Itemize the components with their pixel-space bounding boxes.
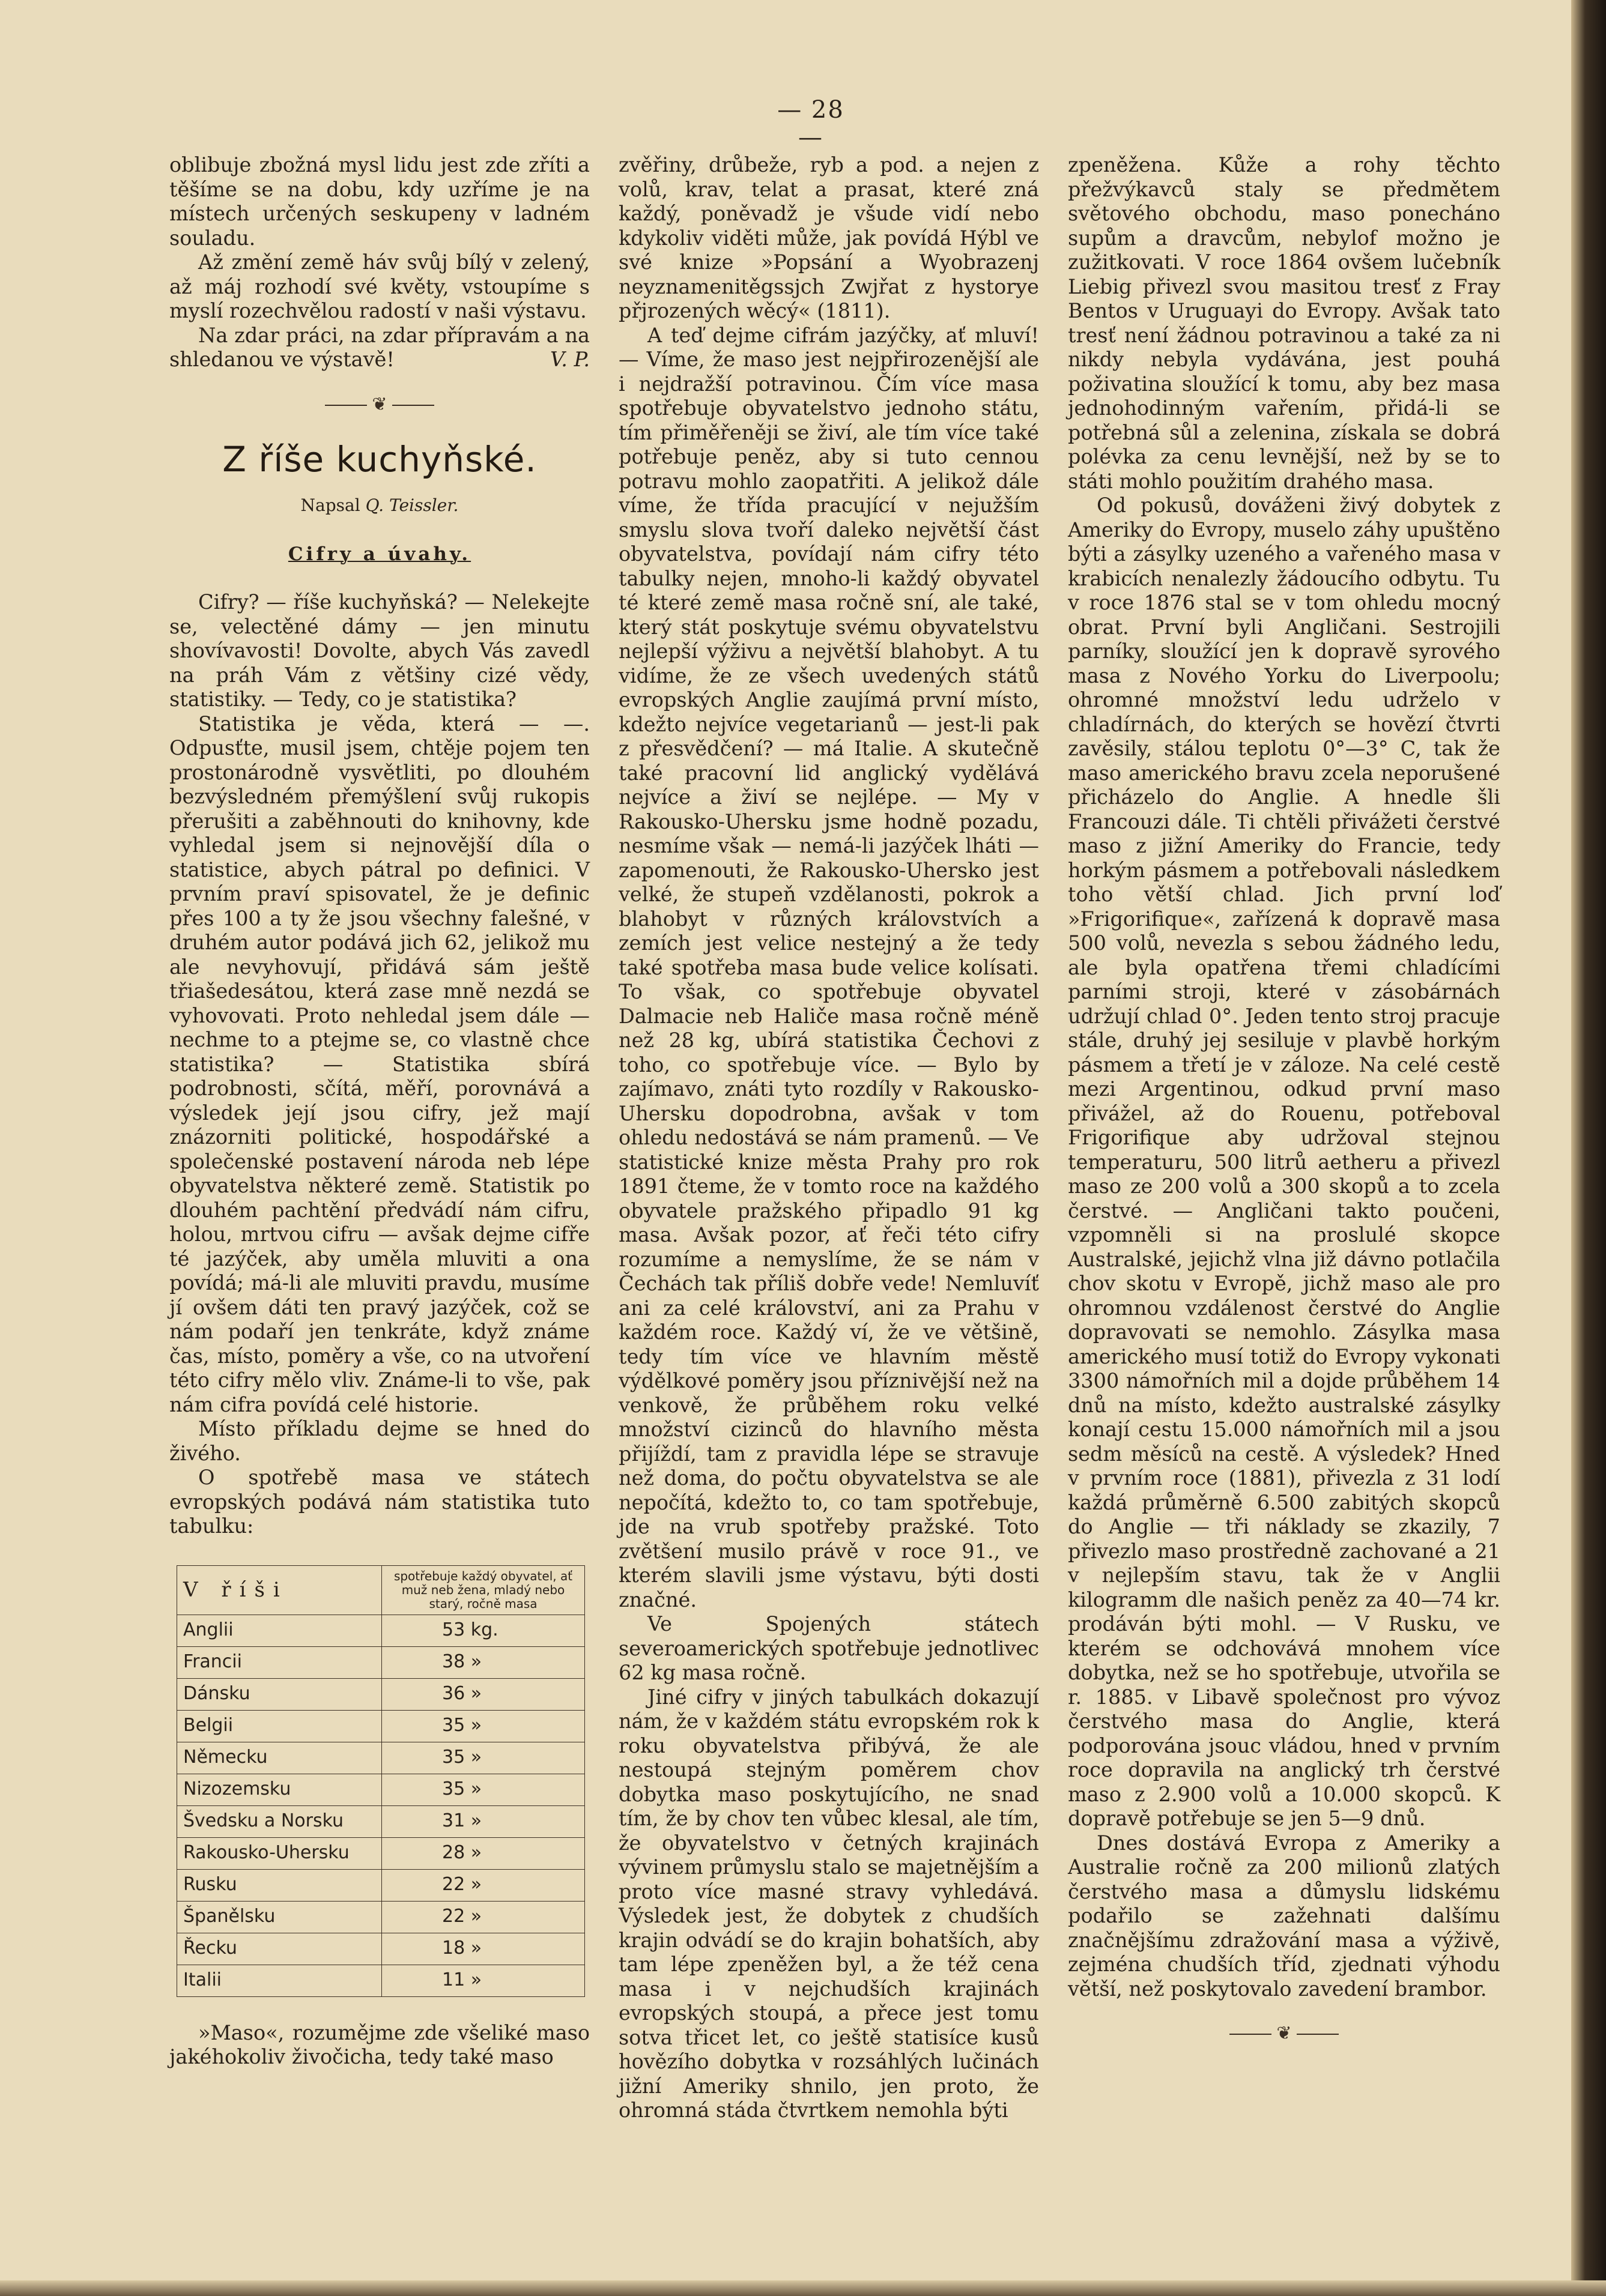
value-cell: 35 » bbox=[382, 1742, 585, 1774]
value-cell: 11 » bbox=[382, 1965, 585, 1996]
scan-edge-right bbox=[1571, 0, 1606, 2296]
paragraph: A teď dejme cifrám jazýčky, ať mluví! — Víme, že maso jest nejpřirozenější ale i nejdražší potravinou. Čím více masa spotřebuje obyvatelstvo jednoho státu, tím přiměřeněji se živí, ale tím více také potřebuje peněz, aby si tuto cennou potravu mohlo zaopatřiti. A jelikož dále víme, že třída pracující v nejužším smyslu slova tvoří daleko největší část obyvatelstva, povídají nám cifry této tabulky nejen, mnoho-li každý obyvatel té které země masa ročně sní, ale také, který stát poskytuje svému obyvatelstvu nejlepší výživu a největší blahobyt. A tu vidíme, že ze všech uvedených států evropských Anglie zaujímá první místo, kdežto nejvíce vegetarianů — jest-li pak z přesvědčení? — má Italie. A skutečně také pracovní lid anglický vydělává nejvíce a živí se nejlépe. — My v Rakousko-Uhersku jsme hodně pozadu, nesmíme však — nemá-li jazýček lháti — zapomenouti, že Rakousko-Uhersko jest velké, že stupeň vzdělanosti, pokrok a blahobyt v různých královstvích a zemích jest velice nestejný a že tedy také spotřeba masa bude velice kolísati. To však, co spotřebuje obyvatel Dalmacie neb Haliče masa ročně méně než 28 kg, ubírá statistika Čechovi z toho, co spotřebuje více. — Bylo by zajímavo, znáti tyto rozdíly v Rakousko-Uhersku dopodrobna, avšak v tom ohledu nedostává se nám pramenů. — Ve statistické knize města Prahy pro rok 1891 čteme, že v tomto roce na každého obyvatele pražského připadlo 91 kg masa. Avšak pozor, ať řeči této cifry rozumíme a nemyslíme, že se nám v Čechách tak příliš dobře vede! Nemluvíť ani za celé království, ani za Prahu v každém roce. Každý ví, že ve většině, tedy tím více ve hlavním městě výdělkové poměry jsou příznivější než na venkově, že průběhem roku velké množství cizinců do hlavního města přijíždí, tam z pravidla lépe se stravuje než doma, do počtu obyvatelstva se ale nepočítá, kdežto to, co tam spotřebuje, jde na vrub spotřeby pražské. Toto zvětšení musilo právě v roce 91., ve kterém slavili jsme výstavu, býti dosti značné. bbox=[619, 323, 1039, 1612]
column-3 bbox=[1068, 153, 1500, 2064]
table-row bbox=[177, 1965, 585, 1996]
value-cell: 38 » bbox=[382, 1646, 585, 1678]
table-row bbox=[177, 1615, 585, 1646]
value-cell: 35 » bbox=[382, 1710, 585, 1742]
table-row bbox=[177, 1646, 585, 1678]
table-row bbox=[177, 1901, 585, 1933]
table-row bbox=[177, 1837, 585, 1869]
table-row bbox=[177, 1933, 585, 1965]
byline bbox=[169, 494, 590, 518]
ornament-divider: ❦ bbox=[169, 393, 590, 417]
country-cell: Dánsku bbox=[177, 1678, 382, 1710]
table-row bbox=[177, 1869, 585, 1901]
country-cell: Francii bbox=[177, 1646, 382, 1678]
paragraph: O spotřebě masa ve státech evropských podává nám statistika tuto tabulku: bbox=[169, 1466, 590, 1538]
closing-line: Na zdar práci, na zdar přípravám a na shledanou ve výstavě! bbox=[169, 323, 590, 371]
byline-author: Q. Teissler. bbox=[365, 495, 459, 515]
value-cell: 31 » bbox=[382, 1805, 585, 1837]
country-cell: Nizozemsku bbox=[177, 1774, 382, 1805]
table-header-row bbox=[177, 1565, 585, 1615]
table-body bbox=[177, 1615, 585, 1996]
paragraph: zpeněžena. Kůže a rohy těchto přežvýkavců staly se předmětem světového obchodu, maso ponecháno supům a dravcům, nebylof možno je zužitkovati. V roce 1864 ovšem lučebník Liebig přivezl svou masitou tresť z Fray Bentos v Uruguayi do Evropy. Avšak tato tresť není žádnou potravinou a také za ni nikdy nebyla vydávána, jest pouhá poživatina sloužící k tomu, aby bez masa jednohodinným vařením, přidá-li se potřebná sůl a zelenina, získala se dobrá polévka za cenu levnější, než by se to státi mohlo použitím drahého masa. bbox=[1068, 153, 1500, 493]
country-cell: Italii bbox=[177, 1965, 382, 1996]
paragraph: oblibuje zbožná mysl lidu jest zde zříti a těšíme se na dobu, kdy uzříme je na místech určených seskupeny v ladném souladu. bbox=[169, 153, 590, 250]
paragraph: Ve Spojených státech severoamerických spotřebuje jednotlivec 62 kg masa ročně. bbox=[619, 1612, 1039, 1684]
country-cell: Španělsku bbox=[177, 1901, 382, 1933]
country-cell: Řecku bbox=[177, 1933, 382, 1965]
paragraph: Až změní země háv svůj bílý v zelený, až máj rozhodí své květy, vstoupíme s myslí rozechvělou radostí v naši výstavu. bbox=[169, 250, 590, 322]
value-cell: 35 » bbox=[382, 1774, 585, 1805]
paragraph bbox=[169, 324, 590, 372]
country-cell: Německu bbox=[177, 1742, 382, 1774]
country-cell: Anglii bbox=[177, 1615, 382, 1646]
signature: V. P. bbox=[550, 348, 590, 371]
paragraph: Místo příkladu dejme se hned do živého. bbox=[169, 1417, 590, 1465]
byline-prefix: Napsal bbox=[300, 495, 360, 515]
table-row bbox=[177, 1678, 585, 1710]
subheading: Cifry a úvahy. bbox=[288, 543, 471, 565]
value-cell: 22 » bbox=[382, 1869, 585, 1901]
page-number: — 28 — bbox=[777, 96, 844, 151]
header-value: spotřebuje každý obyvatel, ať muž neb žena, mladý nebo starý, ročně masa bbox=[382, 1565, 585, 1615]
value-cell: 36 » bbox=[382, 1678, 585, 1710]
ornament-divider: ❦ bbox=[1068, 2022, 1500, 2046]
paragraph: zvěřiny, drůbeže, ryb a pod. a nejen z volů, krav, telat a prasat, které zná každý, poněvadž je všude vidí nebo kdykoliv viděti může, jak povídá Hýbl ve své knize »Popsání a Wyobrazenj neyznamenitěgssjch Zwjřat z hystorye přjrozených wěcý« (1811). bbox=[619, 153, 1039, 322]
scan-edge-bottom bbox=[0, 2280, 1606, 2296]
value-cell: 22 » bbox=[382, 1901, 585, 1933]
column-2 bbox=[619, 153, 1039, 2123]
meat-consumption-table bbox=[177, 1565, 585, 1997]
paragraph: Cifry? — říše kuchyňská? — Nelekejte se, velectěné dámy — jen minutu shovívavosti! Dovolte, abych Vás zavedl na práh Vám z většiny cizé vědy, statistiky. — Tedy, co je statistika? bbox=[169, 590, 590, 711]
column-1 bbox=[169, 153, 590, 2070]
country-cell: Rusku bbox=[177, 1869, 382, 1901]
paragraph: Statistika je věda, která — —. Odpusťte, musil jsem, chtěje pojem ten prostonárodně vysvětliti, po dlouhém bezvýsledném přemýšlení svůj rukopis přerušiti a zaběhnouti do knihovny, kde vyhledal jsem si nejnovější díla o statistice, abych pátral po definici. V prvním praví spisovatel, že je definic přes 100 a ty že jsou všechny falešné, v druhém autor podává jich 62, jelikož mu ale nevyhovují, přidává sám ještě třiašedesátou, která zase mně nezdá se vyhovovati. Proto nehledal jsem dále — nechme to a ptejme se, co vlastně chce statistika? — Statistika sbírá podrobnosti, sčítá, měří, porovnává a výsledek její jsou cifry, jež mají znázorniti politické, hospodářské a společenské postavení národa neb lépe obyvatelstva některé země. Statistik po dlouhém pachtění předvádí nám cifru, holou, mrtvou cifru — avšak dejme cifře té jazýček, aby uměla mluviti a ona povídá; má-li ale mluviti pravdu, musíme jí ovšem dáti ten pravý jazýček, což se nám podaří jen tenkráte, když známe čas, místo, poměry a vše, co na utvoření této cifry mělo vliv. Známe-li to vše, pak nám cifra povídá celé historie. bbox=[169, 711, 590, 1416]
value-cell: 28 » bbox=[382, 1837, 585, 1869]
table-row bbox=[177, 1742, 585, 1774]
value-cell: 18 » bbox=[382, 1933, 585, 1965]
paragraph: Od pokusů, dováženi živý dobytek z Ameriky do Evropy, muselo záhy upuštěno býti a zásylky uzeného a vařeného masa v krabicích nenalezly žádoucího odbytu. Tu v roce 1876 stal se v tom ohledu mocný obrat. První byli Angličani. Sestrojili parníky, sloužící jen k dopravě syrového masa z Nového Yorku do Liverpoolu; ohromné množství ledu udrželo v chladírnách, do kterých se hovězí čtvrti zavěsily, stálou teplotu 0°—3° C, tak že maso amerického bravu zcela neporušené přicházelo do Anglie. A hnedle šli Francouzi dále. Ti chtěli přivážeti čerstvé maso z jižní Ameriky do Francie, tedy horkým pásmem a potřebovali následkem toho větší chlad. Jich první loď »Frigorifique«, zařízená k dopravě masa 500 volů, nevezla s sebou žádného ledu, ale byla opatřena třemi chladícími parními stroji, které v zásobárnách udržují chlad 0°. Jeden tento stroj pracuje stále, druhý jej sesiluje v plavbě horkým pásmem a třetí je v záloze. Na celé cestě mezi Argentinou, odkud první maso přivážel, až do Rouenu, potřeboval Frigorifique aby udržoval stejnou temperaturu, 500 litrů aetheru a přivezl maso ze 200 volů a 300 skopů a to zcela čerstvé. — Angličani takto poučeni, vzpomněli si na proslulé skopce Australské, jejichž vlna již dávno potlačila chov skotu v Evropě, jichž maso ale pro ohromnou vzdálenost čerstvé do Anglie dopravovati se nemohlo. Zásylka masa amerického musí totiž do Evropy vykonati 3300 námořních mil a dojde průběhem 14 dnů na místo, kdežto australské zásylky konají cestu 15.000 námořních mil a jsou sedm měsíců na cestě. A výsledek? Hned v prvním roce (1881), přivezla z 31 lodí každá průměrně 6.500 zabitých skopců do Anglie — tři náklady se zkazily, 7 přivezlo maso prostředně zachované a 21 v nejlepším stavu, tak že v Anglii kilogramm dle našich peněz za 40—74 kr. prodáván býti mohl. — V Rusku, ve kterém se odchovává mnohem více dobytka, než se ho spotřebuje, utvořila se r. 1885. v Libavě společnost pro vývoz čerstvého masa do Anglie, která podporována jsouc vládou, hned v prvním roce dopravila na anglický trh čerstvé maso z 2.900 volů a 10.000 skopců. K dopravě potřebuje se jen 5—9 dnů. bbox=[1068, 494, 1500, 1830]
section-title: Z říše kuchyňské. bbox=[222, 439, 537, 480]
table-row bbox=[177, 1710, 585, 1742]
value-cell: 53 kg. bbox=[382, 1615, 585, 1646]
table-row bbox=[177, 1805, 585, 1837]
table-row bbox=[177, 1774, 585, 1805]
paragraph: »Maso«, rozumějme zde všeliké maso jakéhokoliv živočicha, tedy také maso bbox=[169, 2020, 590, 2068]
paragraph: Dnes dostává Evropa z Ameriky a Australie ročně za 200 milionů zlatých čerstvého masa a důmyslu lidskému podařilo se zažehnati dalšímu značnějšímu zdražování masa a výživě, zejména chudších tříd, zjednati výhodu větší, než poskytovalo zavedení brambor. bbox=[1068, 1831, 1500, 2001]
header-country: V říši bbox=[177, 1565, 382, 1615]
country-cell: Belgii bbox=[177, 1710, 382, 1742]
country-cell: Rakousko-Uhersku bbox=[177, 1837, 382, 1869]
paragraph: Jiné cifry v jiných tabulkách dokazují nám, že v každém státu evropském rok k roku obyvatelstva přibývá, že ale nestoupá stejným poměrem chov dobytka maso poskytujícího, ne snad tím, že by chov ten vůbec klesal, ale tím, že obyvatelstvo v četných krajinách vývinem průmyslu stalo se majetnějším a proto více masné stravy vyhledává. Výsledek jest, že dobytek z chudších krajin odvádí se do krajin bohatších, aby tam lépe zpeněžen byl, a že též cena masa i v nejchudších krajinách evropských stoupá, a přece jest tomu sotva třicet let, co ještě statisíce kusů hovězího dobytka v rozsáhlých lučinách jižní Ameriky shnilo, jen proto, že ohromná stáda čtvrtkem nemohla býti bbox=[619, 1685, 1039, 2122]
country-cell: Švedsku a Norsku bbox=[177, 1805, 382, 1837]
